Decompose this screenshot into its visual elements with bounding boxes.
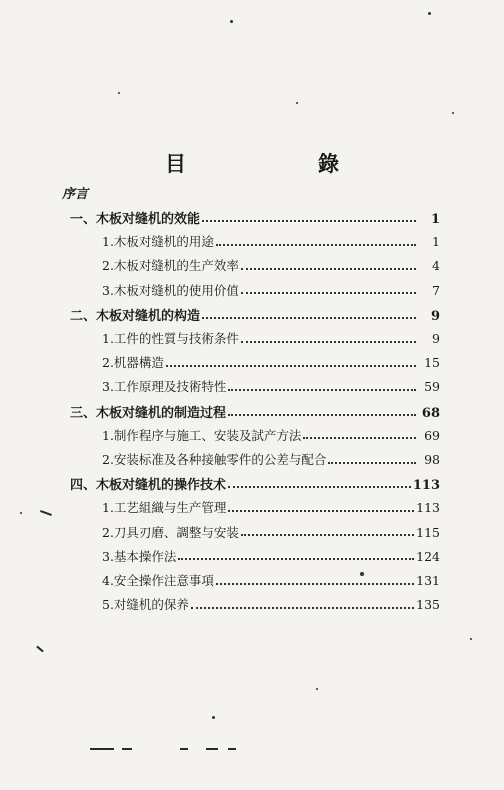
toc-entry-label: 1.工艺組織与生产管理 [102, 500, 227, 516]
preface-heading: 序言 [62, 187, 89, 202]
scan-mark [122, 748, 132, 750]
scan-speck [230, 20, 233, 23]
scan-speck [20, 512, 22, 514]
toc-entry-label: 2.刀具刃磨、調整与安装 [102, 524, 239, 540]
toc-page-number: 68 [421, 405, 440, 421]
toc-entry-label: 5.对缝机的保养 [102, 597, 189, 613]
toc-chapter-row [70, 208, 440, 227]
toc-dot-leader [166, 364, 416, 367]
scan-mark [180, 748, 188, 750]
toc-entry-label: 一、木板对缝机的效能 [70, 212, 201, 227]
toc-section-row [102, 523, 440, 541]
toc-dot-leader [303, 436, 416, 439]
toc-section-row [102, 426, 440, 444]
toc-dot-leader [216, 582, 414, 585]
toc-section-row [102, 232, 440, 250]
toc-entry-label: 三、木板对缝机的制造过程 [70, 405, 227, 421]
toc-section-row [102, 498, 440, 516]
toc-entry-label: 二、木板对缝机的构造 [70, 308, 201, 324]
toc-entry-label: 4.安全操作注意事項 [102, 573, 214, 588]
toc-section-row [102, 256, 440, 274]
toc-entry-label: 3.工作原理及技術特性 [102, 379, 227, 395]
toc-chapter-row [70, 305, 440, 324]
scan-speck [360, 572, 364, 576]
toc-page-number: 1 [432, 234, 440, 250]
toc-page-number: 1 [430, 212, 440, 227]
toc-entry-label: 1.制作程序与施工、安装及試产方法 [102, 427, 302, 443]
scan-speck [212, 716, 215, 719]
toc-section-row [102, 377, 440, 395]
toc-page-number: 113 [412, 478, 440, 494]
toc-entry-label: 3.木板对缝机的使用价值 [102, 282, 239, 298]
toc-entry-label: 2.机器構造 [102, 355, 164, 371]
toc-entry-label: 四、木板对缝机的操作技术 [70, 478, 227, 494]
toc-entry-label: 2.木板对缝机的生产效率 [102, 258, 239, 274]
scan-speck [118, 92, 120, 94]
toc-dot-leader [328, 461, 416, 464]
scan-speck [428, 12, 431, 15]
toc-dot-leader [178, 557, 414, 560]
scan-speck [452, 112, 454, 114]
toc-chapter-row [70, 402, 440, 421]
toc-page-number: 69 [424, 427, 440, 443]
toc-dot-leader [191, 606, 414, 609]
scan-mark [206, 748, 218, 750]
toc-section-row [102, 547, 440, 565]
toc-dot-leader [216, 243, 416, 246]
toc-page-number: 9 [430, 308, 440, 324]
toc-entry-label: 1.木板对缝机的用途 [102, 234, 214, 250]
toc-dot-leader [228, 485, 411, 488]
toc-page-number: 4 [432, 258, 440, 274]
toc-page-number: 7 [432, 282, 440, 298]
scan-speck [316, 688, 318, 690]
toc-dot-leader [241, 533, 414, 536]
toc-section-row [102, 450, 440, 468]
toc-page-number: 124 [416, 548, 440, 564]
scan-speck [470, 638, 472, 640]
toc-dot-leader [228, 388, 416, 391]
toc-section-row [102, 329, 440, 347]
toc-entry-label: 1.工件的性質与技術条件 [102, 331, 239, 346]
toc-page-number: 98 [424, 452, 440, 467]
page-title: 目 錄 [165, 151, 369, 176]
scan-mark [228, 748, 236, 750]
toc-page-number: 115 [416, 524, 440, 540]
toc-dot-leader [202, 316, 416, 319]
scan-speck [296, 102, 298, 104]
toc-page-number: 113 [416, 500, 440, 516]
toc-section-row [102, 353, 440, 371]
toc-dot-leader [228, 413, 416, 416]
toc-page-number: 131 [416, 573, 440, 588]
toc-page-number: 9 [432, 331, 440, 346]
toc-dot-leader [202, 219, 416, 222]
toc-section-row [102, 571, 440, 589]
toc-entry-label: 3.基本操作法 [102, 548, 177, 564]
scan-mark [90, 748, 114, 750]
toc-entry-label: 2.安装标准及各种接触零件的公差与配合 [102, 452, 327, 467]
toc-dot-leader [241, 340, 416, 343]
toc-page-number: 59 [424, 379, 440, 395]
toc-chapter-row [70, 474, 440, 493]
toc-dot-leader [228, 509, 414, 512]
toc-section-row [102, 281, 440, 299]
toc-dot-leader [241, 291, 416, 294]
toc-section-row [102, 595, 440, 613]
toc-page-number: 135 [416, 597, 440, 613]
toc-dot-leader [241, 267, 416, 270]
toc-page-number: 15 [424, 355, 440, 371]
